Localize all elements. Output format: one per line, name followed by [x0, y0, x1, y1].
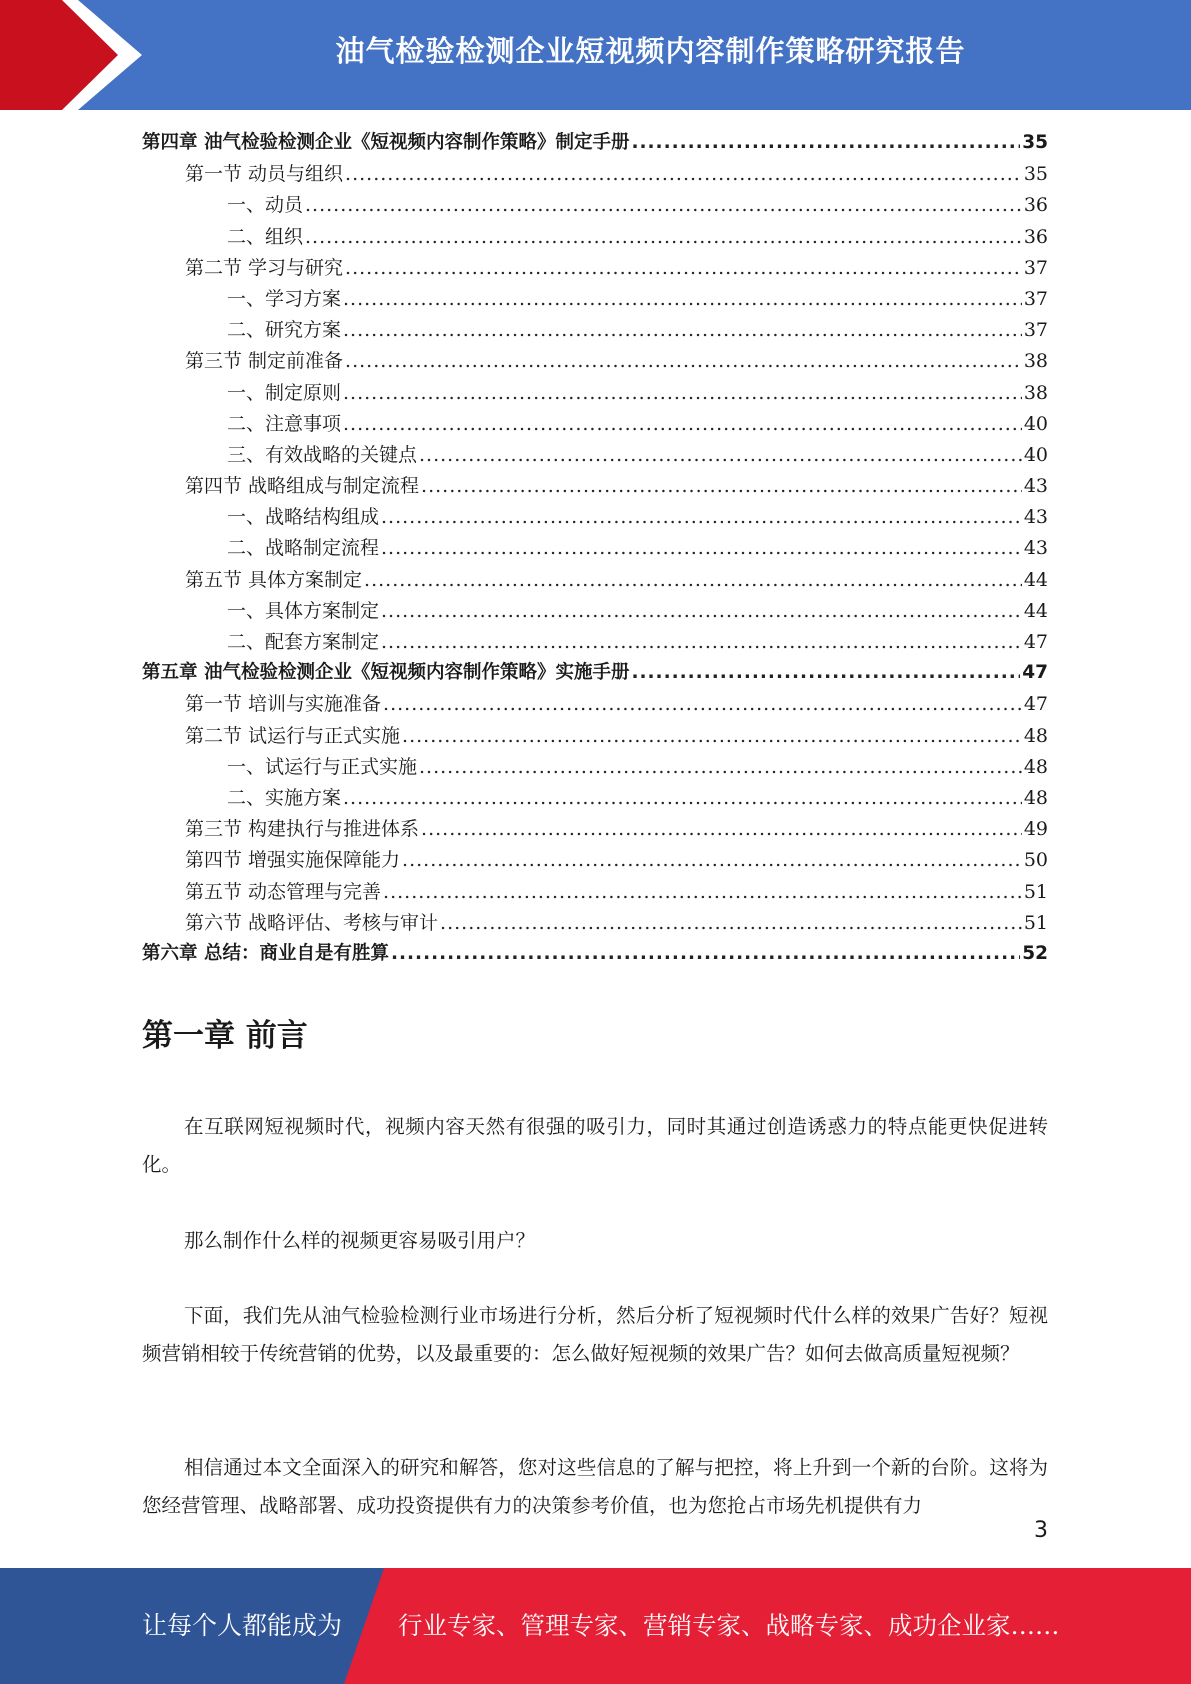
- toc-dot-leader: [345, 350, 1022, 372]
- toc-entry-title: 一、试运行与正式实施: [227, 755, 418, 778]
- toc-entry-title: 一、具体方案制定: [227, 599, 380, 622]
- toc-entry-page: 47: [1023, 631, 1048, 653]
- toc-entry[interactable]: [142, 627, 1048, 658]
- toc-dot-leader: [364, 569, 1022, 591]
- toc-entry-title: 第二节 学习与研究: [185, 256, 344, 279]
- toc-entry[interactable]: [142, 471, 1048, 502]
- toc-entry[interactable]: [142, 378, 1048, 409]
- toc-dot-leader: [343, 288, 1022, 310]
- footer-banner: [0, 1568, 1191, 1684]
- toc-entry[interactable]: [142, 409, 1048, 440]
- toc-entry[interactable]: [142, 190, 1048, 221]
- toc-entry-title: 第一节 动员与组织: [185, 163, 344, 186]
- toc-entry-title: 第四节 战略组成与制定流程: [185, 475, 420, 498]
- toc-entry[interactable]: [142, 315, 1048, 346]
- toc-dot-leader: [381, 537, 1022, 559]
- toc-dot-leader: [419, 444, 1022, 466]
- toc-entry[interactable]: [142, 877, 1048, 908]
- toc-entry-page: 48: [1023, 724, 1048, 747]
- toc-entry[interactable]: [142, 565, 1048, 596]
- toc-entry-title: 二、实施方案: [227, 786, 342, 809]
- toc-dot-leader: [631, 662, 1020, 683]
- toc-dot-leader: [631, 132, 1020, 153]
- chapter-title: 第一章 前言: [142, 1018, 308, 1054]
- toc-entry[interactable]: [142, 159, 1048, 190]
- toc-entry[interactable]: [142, 721, 1048, 752]
- header-banner: [0, 0, 1191, 110]
- toc-entry-title: 第四节 增强实施保障能力: [185, 849, 401, 872]
- table-of-contents: [142, 128, 1048, 970]
- footer-slogan-right: 行业专家、管理专家、营销专家、战略专家、成功企业家……: [398, 1611, 1060, 1640]
- toc-entry-page: 43: [1023, 506, 1048, 529]
- toc-entry[interactable]: [142, 440, 1048, 471]
- body-paragraph: 在互联网短视频时代，视频内容天然有很强的吸引力，同时其通过创造诱惑力的特点能更快促进转化。: [142, 1115, 1048, 1176]
- toc-dot-leader: [343, 787, 1022, 809]
- body-paragraph: 相信通过本文全面深入的研究和解答，您对这些信息的了解与把控，将上升到一个新的台阶。这将为您经营管理、战略部署、成功投资提供有力的决策参考价值，也为您抢占市场先机提供有力: [142, 1456, 1048, 1517]
- page-number: 3: [1034, 1518, 1048, 1543]
- toc-entry-title: 第五章 油气检验检测企业《短视频内容制作策略》实施手册: [142, 662, 630, 684]
- toc-dot-leader: [381, 600, 1022, 622]
- toc-entry-title: 二、注意事项: [227, 412, 342, 435]
- toc-entry-title: 一、制定原则: [227, 381, 342, 404]
- toc-entry[interactable]: [142, 502, 1048, 533]
- toc-entry-title: 第一节 培训与实施准备: [185, 693, 382, 716]
- toc-entry-title: 二、配套方案制定: [227, 631, 380, 653]
- toc-entry-title: 第五节 动态管理与完善: [185, 880, 382, 903]
- toc-entry-page: 36: [1023, 194, 1048, 217]
- toc-dot-leader: [421, 475, 1022, 497]
- body-paragraph: 那么制作什么样的视频更容易吸引用户？: [184, 1229, 536, 1252]
- toc-entry-title: 二、战略制定流程: [227, 537, 380, 560]
- toc-dot-leader: [402, 849, 1022, 871]
- toc-entry[interactable]: [142, 346, 1048, 377]
- toc-entry-page: 36: [1023, 225, 1048, 248]
- toc-dot-leader: [345, 257, 1022, 279]
- toc-entry-page: 47: [1022, 662, 1048, 684]
- toc-entry-title: 二、研究方案: [227, 319, 342, 342]
- toc-entry-page: 48: [1023, 755, 1048, 778]
- toc-entry-page: 37: [1023, 256, 1048, 279]
- toc-entry-page: 38: [1023, 350, 1048, 373]
- toc-dot-leader: [305, 226, 1022, 248]
- toc-entry-title: 第五节 具体方案制定: [185, 568, 363, 591]
- toc-dot-leader: [383, 881, 1022, 903]
- toc-entry[interactable]: [142, 752, 1048, 783]
- report-title: 油气检验检测企业短视频内容制作策略研究报告: [335, 34, 966, 68]
- toc-entry-page: 51: [1023, 911, 1048, 934]
- toc-entry[interactable]: [142, 689, 1048, 720]
- toc-entry-title: 一、动员: [227, 194, 304, 217]
- toc-entry-page: 52: [1022, 942, 1048, 964]
- toc-entry-title: 第四章 油气检验检测企业《短视频内容制作策略》制定手册: [142, 132, 630, 153]
- toc-entry-page: 43: [1023, 537, 1048, 560]
- toc-entry-title: 第三节 制定前准备: [185, 350, 344, 373]
- toc-entry[interactable]: [142, 533, 1048, 564]
- toc-entry-page: 44: [1023, 599, 1048, 622]
- toc-entry-title: 一、学习方案: [227, 287, 342, 310]
- toc-entry-title: 三、有效战略的关键点: [227, 443, 418, 466]
- toc-dot-leader: [402, 725, 1022, 747]
- toc-entry-page: 38: [1023, 381, 1048, 404]
- toc-entry[interactable]: [142, 845, 1048, 876]
- toc-entry-title: 一、战略结构组成: [227, 506, 380, 529]
- toc-entry-title: 第二节 试运行与正式实施: [185, 724, 401, 747]
- toc-dot-leader: [343, 413, 1022, 435]
- toc-entry-page: 50: [1023, 849, 1048, 872]
- toc-entry-title: 第六章 总结：商业自是有胜算: [142, 942, 389, 964]
- toc-dot-leader: [343, 319, 1022, 341]
- toc-entry-page: 35: [1023, 163, 1048, 186]
- toc-entry-page: 48: [1023, 786, 1048, 809]
- toc-entry-page: 43: [1023, 475, 1048, 498]
- toc-dot-leader: [343, 382, 1022, 404]
- footer-slogan-left: 让每个人都能成为: [142, 1611, 343, 1640]
- toc-entry[interactable]: [142, 908, 1048, 939]
- toc-dot-leader: [381, 506, 1022, 528]
- toc-entry[interactable]: [142, 222, 1048, 253]
- toc-dot-leader: [305, 194, 1022, 216]
- toc-entry-page: 40: [1023, 443, 1048, 466]
- toc-dot-leader: [440, 912, 1022, 934]
- header-arrow-decoration: [0, 0, 160, 110]
- toc-entry-page: 35: [1022, 132, 1048, 153]
- toc-dot-leader: [419, 756, 1022, 778]
- toc-entry[interactable]: [142, 253, 1048, 284]
- toc-entry-title: 第三节 构建执行与推进体系: [185, 818, 420, 841]
- toc-dot-leader: [421, 818, 1022, 840]
- toc-entry-page: 44: [1023, 568, 1048, 591]
- toc-entry-page: 37: [1023, 319, 1048, 342]
- toc-entry-page: 51: [1023, 880, 1048, 903]
- toc-entry[interactable]: [142, 596, 1048, 627]
- toc-dot-leader: [391, 943, 1020, 964]
- toc-dot-leader: [345, 163, 1022, 185]
- toc-dot-leader: [383, 693, 1022, 715]
- toc-entry-page: 49: [1023, 818, 1048, 841]
- toc-dot-leader: [381, 631, 1022, 653]
- toc-entry-title: 二、组织: [227, 225, 304, 248]
- toc-entry[interactable]: [142, 939, 1048, 970]
- toc-entry[interactable]: [142, 783, 1048, 814]
- toc-entry[interactable]: [142, 128, 1048, 159]
- toc-entry[interactable]: [142, 284, 1048, 315]
- toc-entry[interactable]: [142, 814, 1048, 845]
- toc-entry[interactable]: [142, 658, 1048, 689]
- toc-entry-title: 第六节 战略评估、考核与审计: [185, 911, 439, 934]
- toc-entry-page: 40: [1023, 412, 1048, 435]
- body-paragraph: 下面，我们先从油气检验检测行业市场进行分析，然后分析了短视频时代什么样的效果广告好？短视频营销相较于传统营销的优势，以及最重要的：怎么做好短视频的效果广告？如何去做高质量短视频？: [142, 1304, 1048, 1365]
- toc-entry-page: 47: [1023, 693, 1048, 716]
- toc-entry-page: 37: [1023, 287, 1048, 310]
